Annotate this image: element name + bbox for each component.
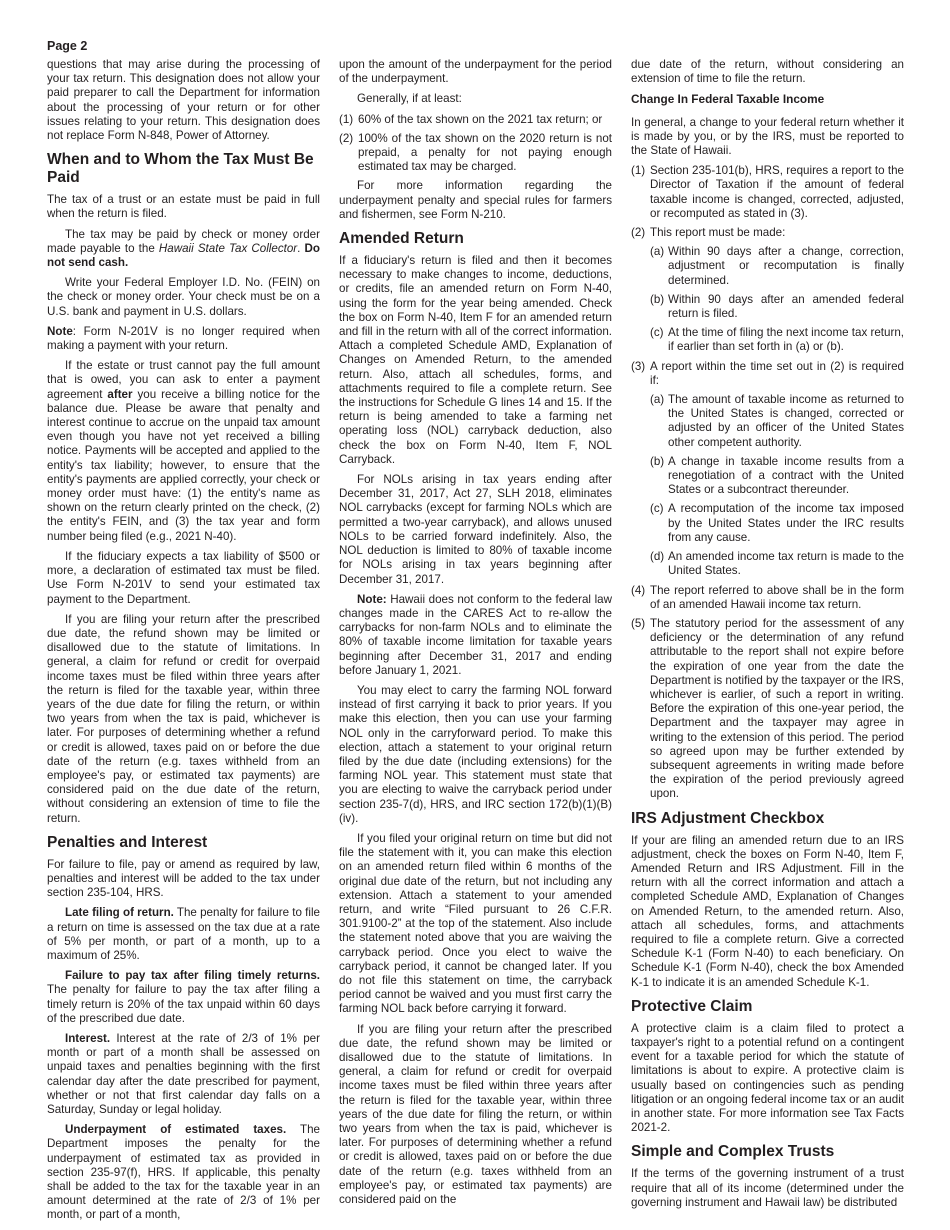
list-item: (3) A report within the time set out in (2) is required if: bbox=[631, 359, 904, 387]
paragraph: In general, a change to your federal return whether it is made by you, or by the IRS, must be reported to the State of Hawaii. bbox=[631, 115, 904, 158]
paragraph: If your are filing an amended return due to an IRS adjustment, check the boxes on Form N-40, Item F, Amended Return and IRS Adjustment. Fill in the return with all the correct information and attach a completed Schedule AMD, Explanation of Changes on Amended Return, to the amended return. Also, attach all schedules, forms, and attachments required to file a complete return. Give a corrected Schedule K-1 (Form N-40) to each beneficiary. On Schedule K-1 (Form N-40), check the box Amended K-1 to indicate it is an amended Schedule K-1. bbox=[631, 833, 904, 989]
paragraph: If the estate or trust cannot pay the full amount that is owed, you can ask to enter a payment agreement after you receive a billing notice for the balance due. Please be aware that penalty and interest continue to accrue on the unpaid tax amount even though you have not yet received a billing notice. Payments will be accepted and applied to the entity's tax liability; however, to ensure that the entity's payments are applied correctly, your check or money order must have: (1) the entity's name as shown on the return clearly printed on the check, (2) the entity's FEIN, and (3) the tax year and form number being filed (e.g., 2021 N-40). bbox=[47, 359, 320, 543]
paragraph: If the fiduciary expects a tax liability of $500 or more, a declaration of estimated tax must be filed. Use Form N-201V to send your estimated tax payment to the Department. bbox=[47, 549, 320, 606]
list-item: (2) 100% of the tax shown on the 2020 return is not prepaid, a penalty for not paying enough estimated tax may be charged. bbox=[339, 131, 612, 174]
paragraph: Underpayment of estimated taxes. The Department imposes the penalty for the underpayment of estimated tax as provided in section 235-97(f), HRS. If applicable, this penalty shall be added to the tax for the taxable year in an amount determined at the rate of 2/3 of 1% per month, or part of a month, bbox=[47, 1123, 320, 1222]
note-paragraph: Note: Form N-201V is no longer required when making a payment with your return. bbox=[47, 324, 320, 353]
column-1 bbox=[47, 58, 320, 1229]
paragraph: You may elect to carry the farming NOL forward instead of first carrying it back to prior years. If you make this election, then you can use your farming NOL only in the carryforward period. To make this election, attach a statement to your original return filed by the due date (including extensions) for the farming NOL year. This statement must state that you are electing to waive the carryback period under section 235-7(d), HRS, and IRC section 172(b)(1)(B)(iv). bbox=[339, 683, 612, 825]
sub-list-item: (c) At the time of filing the next income tax return, if earlier than set forth in (a) or (b). bbox=[650, 326, 904, 354]
note-paragraph: Note: Hawaii does not conform to the federal law changes made in the CARES Act to re-allow the carrybacks for non-farm NOLs and to eliminate the 80% of taxable income limitation for taxable years beginning after December 31, 2017 and ending before January 1, 2021. bbox=[339, 592, 612, 677]
page-number: Page 2 bbox=[47, 39, 88, 53]
paragraph: If you are filing your return after the prescribed due date, the refund shown may be limited or disallowed due to the statute of limitations. In general, a claim for refund or credit for overpaid income taxes must be filed within three years after the return is filed for the taxable year, within three years of the due date for filing the return, or within two years from when the tax is paid, whichever is later. For purposes of determining whether a refund or credit is allowed, taxes paid on or before the due date of the return (e.g. taxes withheld from an employee's pay, or estimated tax payments) are considered paid on the due date of the return, without considering an extension of time to file the return. bbox=[47, 612, 320, 825]
paragraph: The tax may be paid by check or money order made payable to the Hawaii State Tax Collector. Do not send cash. bbox=[47, 227, 320, 270]
paragraph: If you filed your original return on time but did not file the statement with it, you can make this election on an amended return filed within 6 months of the original due date of the return, but not including any extension. Attach a statement to your amended return, and write “Filed pursuant to 26 C.F.R. 301.9100-2” at the top of the statement. Also include the statement noted above that you are waiving the carryback period. Once you elect to waive the carryback period, it cannot be changed later. If you do not file this statement on time, the carryback period cannot be waived and you must first carry the farming NOL back before carrying it forward. bbox=[339, 831, 612, 1016]
paragraph: Interest. Interest at the rate of 2/3 of 1% per month or part of a month shall be assessed on unpaid taxes and penalties beginning with the first calendar day after the date prescribed for payment, whether or not that first calendar day falls on a Saturday, Sunday or legal holiday. bbox=[47, 1031, 320, 1116]
paragraph: If a fiduciary's return is filed and then it becomes necessary to make changes to income, deductions, or credits, file an amended return on Form N-40, using the form for the year being amended. Check the box on Form N-40, Item F for an amended return and fill in the return with all of the correct information. Attach a completed Schedule AMD, Explanation of Changes on Amended Return, to the amended return. Also, attach all schedules, forms, and attachments required to file a complete return. See the instructions for Schedule G lines 14 and 15. If the return is being amended to take a farming net operating loss (NOL) carryback deduction, also check the box on Form N-40, Item F, NOL Carryback. bbox=[339, 254, 612, 466]
list-item: (1) Section 235-101(b), HRS, requires a report to the Director of Taxation if the amount of federal taxable income is changed, corrected, adjusted, or recomputed as stated in (3). bbox=[631, 164, 904, 220]
paragraph: A protective claim is a claim filed to protect a taxpayer's right to a potential refund on a contingent event for a taxable period for which the statute of limitations is about to expire. A protective claim is usually based on contingencies such as pending litigation or an ongoing federal income tax or an audit in another state. For more information see Tax Facts 2021-2. bbox=[631, 1021, 904, 1135]
list-item: (2) This report must be made: bbox=[631, 226, 786, 240]
paragraph: Failure to pay tax after filing timely returns. The penalty for failure to pay the tax after filing a timely return is 20% of the tax unpaid within 60 days of the prescribed due date. bbox=[47, 969, 320, 1025]
list-item: (1) 60% of the tax shown on the 2021 tax return; or bbox=[339, 112, 603, 126]
paragraph: For more information regarding the underpayment penalty and special rules for farmers and fishermen, see Form N-210. bbox=[339, 179, 612, 221]
paragraph: questions that may arise during the processing of your tax return. This designation does not allow your paid preparer to call the Department for information about the processing of your return or for other issues relating to your return. This designation does not replace Form N-848, Power of Attorney. bbox=[47, 58, 320, 143]
heading-irs-adjustment: IRS Adjustment Checkbox bbox=[631, 809, 825, 827]
heading-amended-return: Amended Return bbox=[339, 230, 464, 248]
column-3 bbox=[631, 58, 904, 1216]
paragraph: Late filing of return. The penalty for failure to file a return on time is assessed on the tax due at a rate of 5% per month, or part of a month, up to a maximum of 25%. bbox=[47, 906, 320, 962]
heading-simple-complex-trusts: Simple and Complex Trusts bbox=[631, 1143, 835, 1161]
paragraph: If the terms of the governing instrument of a trust require that all of its income (determined under the governing instrument and Hawaii law) be distributed bbox=[631, 1167, 904, 1209]
list-item: (5) The statutory period for the assessment of any deficiency or the determination of any refund attributable to the report shall not expire before the expiration of one year from the date the Department is notified by the taxpayer or the IRS, whichever is earlier, of such a report in writing. Before the expiration of this one-year period, the Department and the taxpayer may agree in writing to the extension of this period. The period so agreed upon may be further extended by subsequent agreements in writing made before the expiration of the period previously agreed upon. bbox=[631, 616, 904, 801]
heading-penalties: Penalties and Interest bbox=[47, 833, 208, 851]
paragraph: due date of the return, without considering an extension of time to file the return. bbox=[631, 58, 904, 86]
sub-list-item: (b) Within 90 days after an amended federal return is filed. bbox=[650, 292, 904, 321]
paragraph: If you are filing your return after the prescribed due date, the refund shown may be limited or disallowed due to the statute of limitations. In general, a claim for refund or credit for overpaid income taxes must be filed within three years after the return is filed for the taxable year, within three years of the due date for filing the return, or within two years from when the tax is paid, whichever is later. For purposes of determining whether a refund or credit is allowed, taxes paid on or before the due date of the return (e.g. taxes withheld from an employee's pay, or estimated tax payments) are considered paid on the bbox=[339, 1022, 612, 1207]
paragraph: For NOLs arising in tax years ending after December 31, 2017, Act 27, SLH 2018, eliminates NOL carrybacks (except for farming NOLs which are permitted a two-year carryback), and allows unused NOLs to be carried forward indefinitely. Also, the NOL deduction is limited to 80% of taxable income for NOLs arising in tax years beginning after December 31, 2017. bbox=[339, 473, 612, 586]
column-2 bbox=[339, 58, 612, 1213]
heading-change-federal-income: Change In Federal Taxable Income bbox=[631, 92, 825, 107]
paragraph: upon the amount of the underpayment for the period of the underpayment. bbox=[339, 58, 612, 86]
paragraph: The tax of a trust or an estate must be paid in full when the return is filed. bbox=[47, 193, 320, 221]
paragraph: Write your Federal Employer I.D. No. (FEIN) on the check or money order. Your check must be on a U.S. bank and payment in U.S. dollars. bbox=[47, 276, 320, 318]
paragraph: For failure to file, pay or amend as required by law, penalties and interest will be added to the tax under section 235-104, HRS. bbox=[47, 857, 320, 900]
heading-protective-claim: Protective Claim bbox=[631, 997, 753, 1015]
paragraph: Generally, if at least: bbox=[357, 92, 462, 106]
sub-list-item: (a) Within 90 days after a change, correction, adjustment or recomputation is finally determined. bbox=[650, 245, 904, 287]
list-item: (4) The report referred to above shall be in the form of an amended Hawaii income tax return. bbox=[631, 583, 904, 611]
sub-list-item: (a) The amount of taxable income as returned to the United States is changed, corrected or adjusted by an officer of the United States other competent authority. bbox=[650, 393, 904, 449]
heading-when-to-pay: When and to Whom the Tax Must Be Paid bbox=[47, 151, 314, 187]
sub-list-item: (b) A change in taxable income results from a renegotiation of a contract with the United States or a subcontract thereunder. bbox=[650, 454, 904, 497]
sub-list-item: (c) A recomputation of the income tax imposed by the United States under the IRC results from any cause. bbox=[650, 502, 904, 544]
sub-list-item: (d) An amended income tax return is made to the United States. bbox=[650, 550, 904, 578]
